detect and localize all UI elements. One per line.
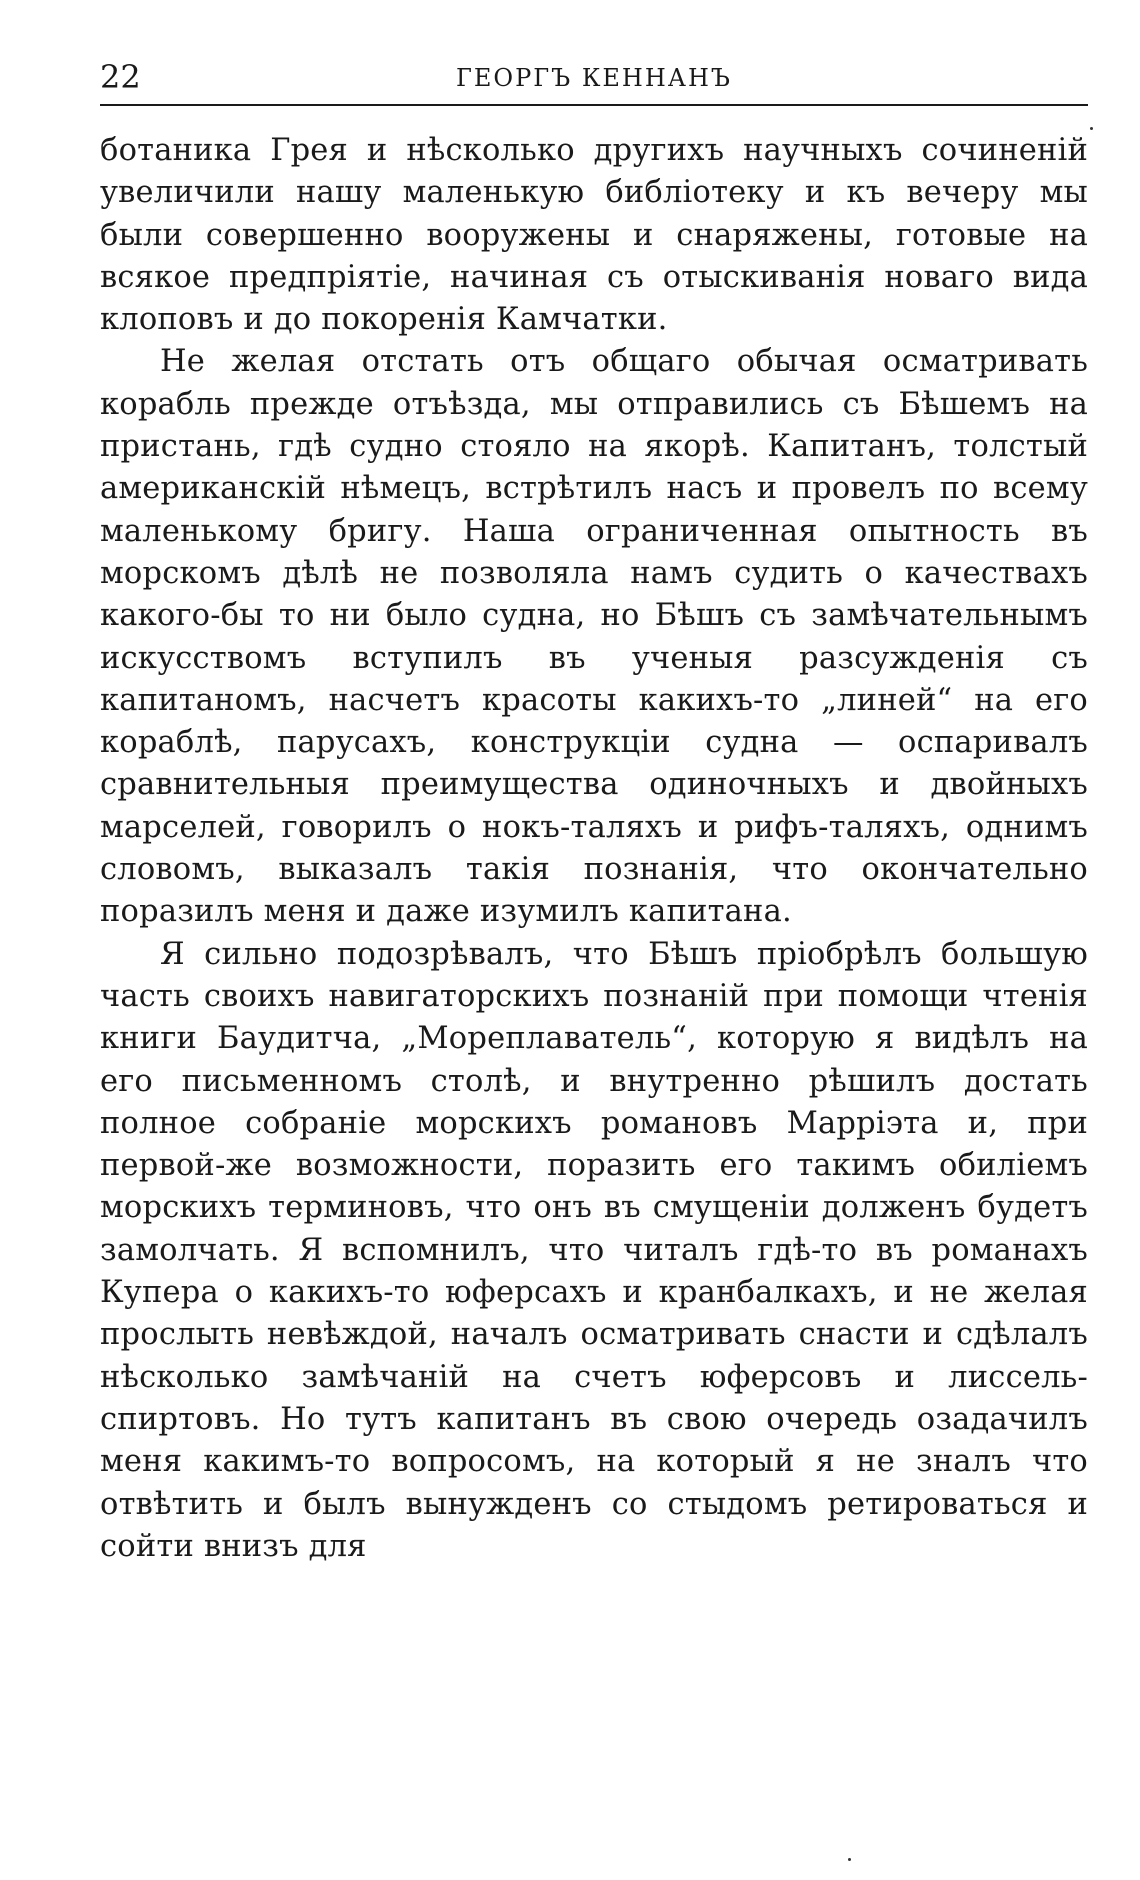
- book-page: [100, 48, 1088, 1568]
- print-speck: [848, 1858, 851, 1861]
- paragraph-3: Я сильно подозрѣвалъ, что Бѣшъ пріобрѣлъ большую часть своихъ навигаторскихъ познаній при помощи чтенія книги Баудитча, „Мореплаватель“, которую я видѣлъ на его письменномъ столѣ, и внутренно рѣшилъ достать полное собраніе морскихъ романовъ Марріэта и, при первой-же возможности, поразить его такимъ обиліемъ морскихъ терминовъ, что онъ въ смущеніи долженъ будетъ замолчать. Я вспомнилъ, что читалъ гдѣ-то въ романахъ Купера о какихъ-то юферсахъ и кранбалкахъ, и не желая прослыть невѣждой, началъ осматривать снасти и сдѣлалъ нѣсколько замѣчаній на счетъ юферсовъ и лиссель-спиртовъ. Но тутъ капитанъ въ свою очередь озадачилъ меня какимъ-то вопросомъ, на который я не зналъ что отвѣтить и былъ вынужденъ со стыдомъ ретироваться и сойти внизъ для: [100, 936, 1088, 1564]
- body-text: [100, 130, 1088, 1568]
- paragraph-2: Не желая отстать отъ общаго обычая осматривать корабль прежде отъѣзда, мы отправились съ Бѣшемъ на пристань, гдѣ судно стояло на якорѣ. Капитанъ, толстый американскій нѣмецъ, встрѣтилъ насъ и провелъ по всему маленькому бригу. Наша ограниченная опытность въ морскомъ дѣлѣ не позволяла намъ судить о качествахъ какого-бы то ни было судна, но Бѣшъ съ замѣчательнымъ искусствомъ вступилъ въ ученыя разсужденія съ капитаномъ, насчетъ красоты какихъ-то „линей“ на его кораблѣ, парусахъ, конструкціи судна — оспаривалъ сравнительныя преимущества одиночныхъ и двойныхъ марселей, говорилъ о нокъ-таляхъ и рифъ-таляхъ, однимъ словомъ, выказалъ такія познанія, что окончательно поразилъ меня и даже изумилъ капитана.: [100, 344, 1088, 930]
- running-head: [100, 48, 1088, 106]
- paragraph-1: ботаника Грея и нѣсколько другихъ научныхъ сочиненій увеличили нашу маленькую библіотеку и къ вечеру мы были совершенно вооружены и снаряжены, готовые на всякое предпріятіе, начиная съ отыскиванія новаго вида клоповъ и до покоренія Камчатки.: [100, 133, 1088, 338]
- print-speck: [1090, 127, 1093, 130]
- page-number: 22: [100, 58, 141, 96]
- running-title: ГЕОРГЪ КЕННАНЪ: [456, 64, 732, 92]
